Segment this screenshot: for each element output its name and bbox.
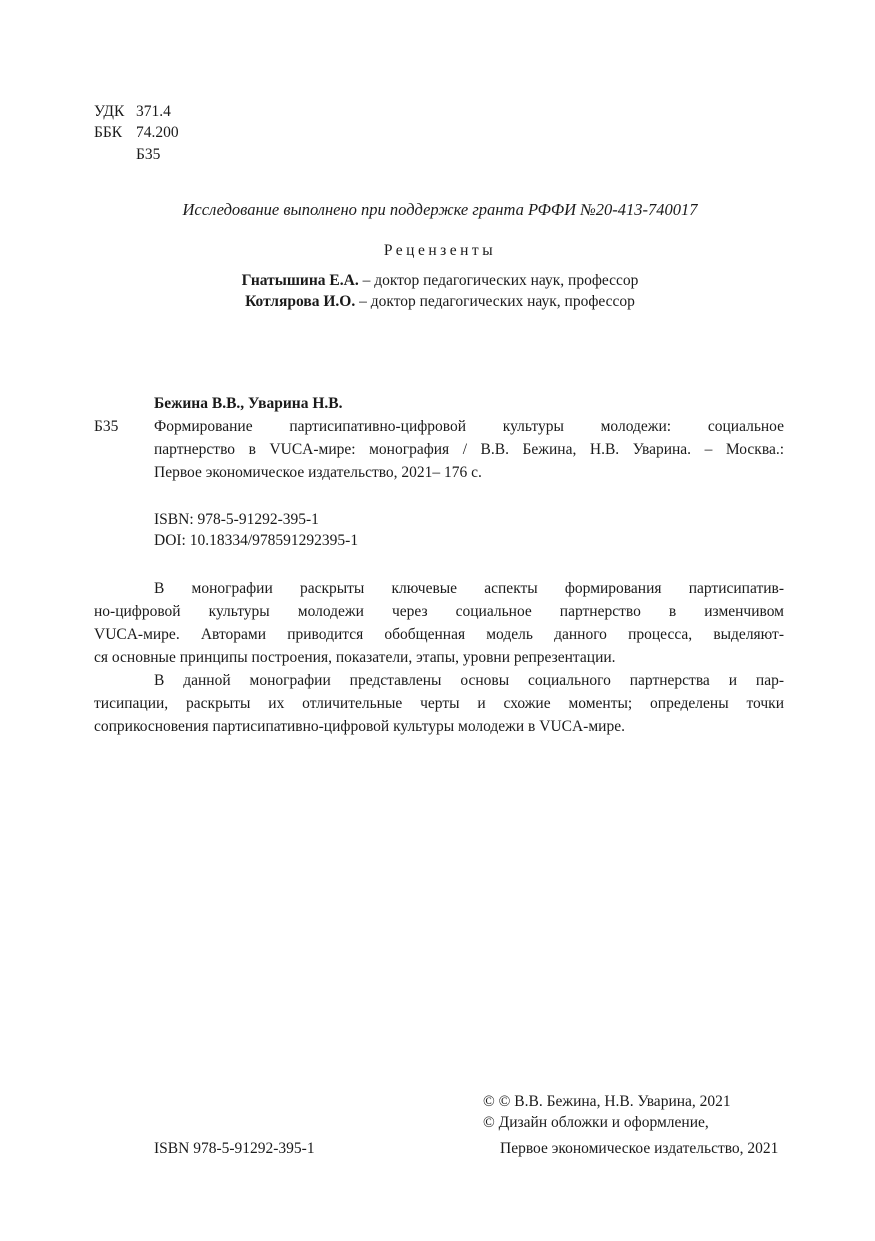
author-mark: Б35 — [136, 146, 161, 163]
annotation-line: но-цифровой культуры молодежи через социальное партнерство в изменчивом — [94, 603, 784, 620]
udk-value: 371.4 — [136, 103, 171, 120]
annotation-line: В монографии раскрыты ключевые аспекты формирования партисипатив- — [154, 580, 784, 597]
bbk-value: 74.200 — [136, 124, 179, 141]
bibliographic-code: Б35 — [94, 418, 119, 435]
description-line: партнерство в VUCA-мире: монография / В.В. Бежина, Н.В. Уварина. – Москва.: — [154, 441, 784, 458]
bbk-line — [94, 124, 179, 142]
book-authors: Бежина В.В., Уварина Н.В. — [154, 395, 343, 412]
reviewer-name: Котлярова И.О. — [245, 293, 356, 310]
udk-line — [94, 103, 171, 121]
reviewers-heading: Рецензенты — [383, 242, 497, 259]
reviewer-line — [0, 272, 875, 290]
annotation-line: тисипации, раскрыты их отличительные черты и схожие моменты; определены точки — [94, 695, 784, 712]
reviewer-line — [0, 293, 875, 311]
annotation-line: VUCA-мире. Авторами приводится обобщенная модель данного процесса, выделяют- — [94, 626, 784, 643]
description-line: Первое экономическое издательство, 2021– 176 с. — [154, 464, 482, 481]
copyright-authors: © © В.В. Бежина, Н.В. Уварина, 2021 — [483, 1093, 731, 1110]
annotation-line: соприкосновения партисипативно-цифровой культуры молодежи в VUCA-мире. — [94, 718, 625, 735]
reviewer-name: Гнатышина Е.А. — [241, 272, 359, 289]
udk-label: УДК — [94, 103, 125, 120]
footer-isbn: ISBN 978-5-91292-395-1 — [154, 1140, 315, 1157]
bbk-label: ББК — [94, 124, 123, 141]
isbn-line: ISBN: 978-5-91292-395-1 — [154, 511, 319, 528]
doi-line: DOI: 10.18334/978591292395-1 — [154, 532, 359, 549]
annotation-line: В данной монографии представлены основы социального партнерства и пар- — [154, 672, 784, 689]
description-line: Формирование партисипативно-цифровой культуры молодежи: социальное — [154, 418, 784, 435]
reviewer-title: – доктор педагогических наук, профессор — [355, 293, 635, 310]
copyright-design: © Дизайн обложки и оформление, — [483, 1114, 709, 1131]
copyright-publisher: Первое экономическое издательство, 2021 — [500, 1140, 779, 1157]
annotation-line: ся основные принципы построения, показатели, этапы, уровни репрезентации. — [94, 649, 616, 666]
grant-note: Исследование выполнено при поддержке гранта РФФИ №20-413-740017 — [182, 200, 698, 219]
reviewer-title: – доктор педагогических наук, профессор — [358, 272, 639, 289]
